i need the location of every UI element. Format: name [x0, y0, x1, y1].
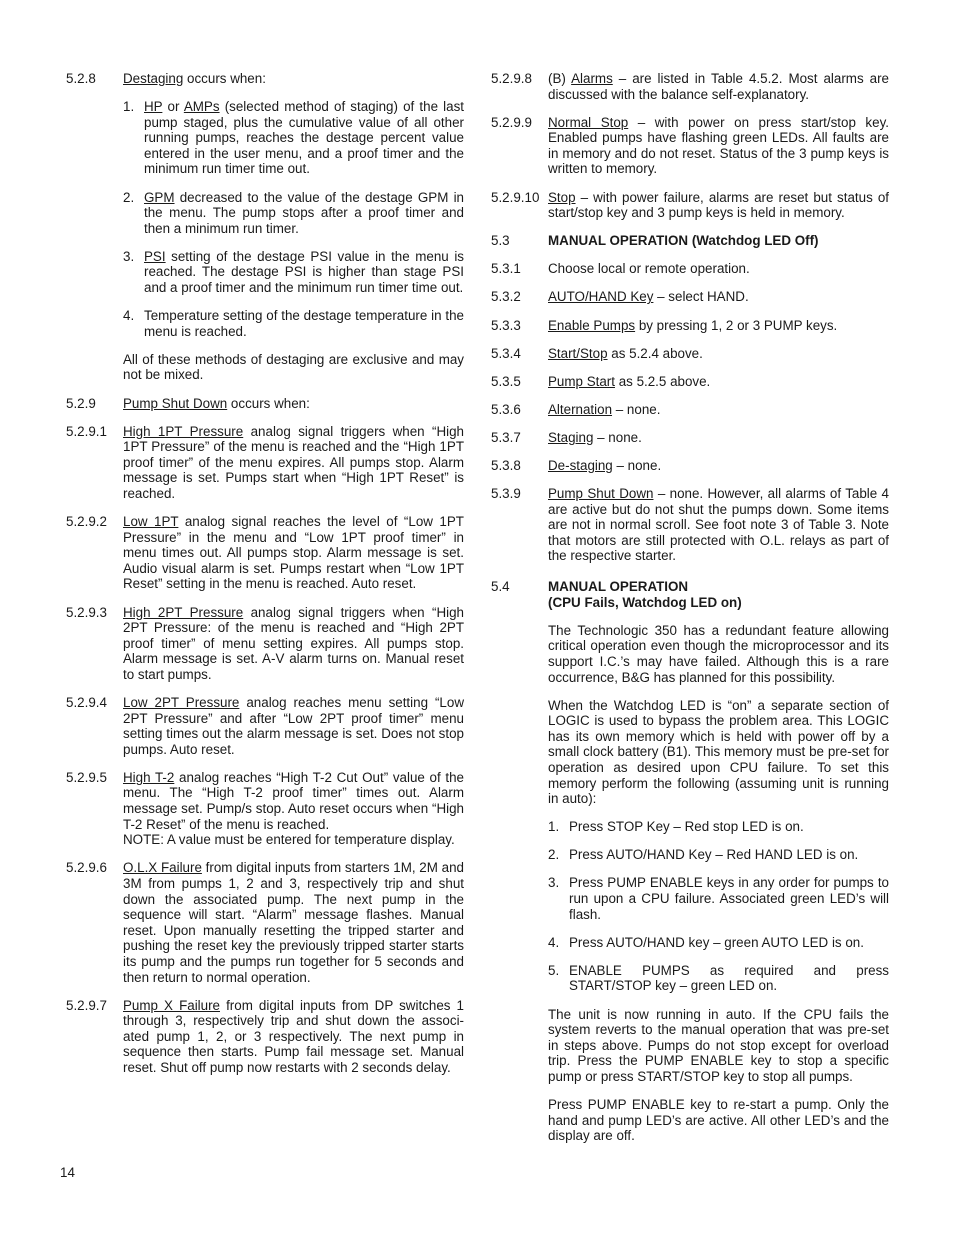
paragraph: The Technologic 350 has a redundant feature allowing critical operation even though the microprocessor and its support I.C.’s may have failed. Although this is a rare occurrence, B&G has planned for this possibility. — [548, 622, 889, 685]
section-5-2-9-9: 5.2.9.9 Normal Stop – with power on press start/stop key. Enabled pumps have flashing green LEDs. All faults are in memory and do not reset. Status of the 3 pump keys is written to memory. — [491, 114, 890, 177]
left-column — [66, 71, 464, 1088]
section-5-4-heading: 5.4 MANUAL OPERATION (CPU Fails, Watchdog LED on) — [491, 579, 889, 610]
list-item: 5. ENABLE PUMPS as required and press START/STOP key – green LED on. — [548, 962, 889, 994]
section-number: 5.2.8 — [66, 71, 96, 86]
section-5-3-3: 5.3.3 Enable Pumps by pressing 1, 2 or 3 PUMP keys. — [491, 317, 838, 333]
paragraph: All of these methods of destaging are exclusive and may not be mixed. — [123, 351, 464, 383]
list-item: 4. Press AUTO/HAND key – green AUTO LED is on. — [548, 934, 864, 950]
section-5-2-9-4: 5.2.9.4 Low 2PT Pressure analog reaches menu setting “Low 2PT Pressure” and after “Low 2PT proof timer” menu setting times out the alarm message is set. Does not stop pumps. Auto reset. — [66, 695, 464, 757]
section-5-3-2: 5.3.2 AUTO/HAND Key – select HAND. — [491, 289, 749, 305]
list-item: 1. HP or AMPs (selected method of staging) of the last pump staged, plus the cumulative value of all other running pumps, reaches the destage percent value entered in the user menu, and a proof timer and the minimum run timer time out. — [123, 99, 465, 177]
section-5-2-9-10: 5.2.9.10 Stop – with power failure, alarms are reset but status of start/stop key and 3 pump keys is held in memory. — [491, 189, 889, 221]
section-5-2-9-3: 5.2.9.3 High 2PT Pressure analog signal triggers when “High 2PT Pressure: of the menu is reached and “High 2PT proof timer” of menu setting expires. All pumps stop. Alarm message is set. A-V alarm turns on. Manual reset to start pumps. — [66, 604, 464, 682]
section-5-3-4: 5.3.4 Start/Stop as 5.2.4 above. — [491, 345, 703, 361]
list-item: 4. Temperature setting of the destage temperature in the menu is reached. — [123, 308, 464, 339]
section-5-3-5: 5.3.5 Pump Start as 5.2.5 above. — [491, 373, 711, 389]
section-5-2-9-5: 5.2.9.5 High T-2 analog reaches “High T-2 Cut Out” value of the menu. The “High T-2 proof timer” times out. Alarm message set. Pump/s stop. Auto reset occurs when “High T-2 Reset” of the menu is reached. NOTE: A value must be entered for temperature display. — [66, 769, 464, 848]
section-5-3-9: 5.3.9 Pump Shut Down – none. However, all alarms of Table 4 are active but do not shut the pumps down. Some items are not in normal scroll. See foot note 3 of Table 3. Note that motors are still protected with O.L. relays as part of the respective starter. — [491, 486, 890, 564]
note: NOTE: A value must be entered for temperature display. — [123, 832, 455, 848]
list-item: 1. Press STOP Key – Red stop LED is on. — [548, 819, 804, 835]
section-heading: MANUAL OPERATION (Watchdog LED Off) — [548, 233, 819, 249]
section-5-3-heading: 5.3 MANUAL OPERATION (Watchdog LED Off) — [491, 233, 889, 249]
list-item: 3. PSI setting of the destage PSI value in the menu is reached. The destage PSI is higher than stage PSI and a proof timer and the minimum run timer time out. — [123, 248, 464, 296]
section-heading: MANUAL OPERATION (CPU Fails, Watchdog LED on) — [548, 579, 742, 610]
paragraph: When the Watchdog LED is “on” a separate section of LOGIC is used to bypass the problem area. This LOGIC has its own memory which is held with power off by a small clock battery (B1). This memory must be pre-set for operation as desired upon CPU failure. To set this memory perform the following (assuming unit is running in auto): — [548, 697, 889, 807]
section-5-2-9-8: 5.2.9.8 (B) Alarms – are listed in Table 4.5.2. Most alarms are discussed with the balance self-explanatory. — [491, 71, 889, 102]
section-5-3-6: 5.3.6 Alternation – none. — [491, 401, 661, 417]
section-5-2-9-2: 5.2.9.2 Low 1PT analog signal reaches the level of “Low 1PT Pressure” in the menu and “Low 1PT proof timer” in menu times out. All pumps stop. Alarm message is set. Audio visual alarm is set. Pumps restart when “Low 1PT Reset” setting in the menu is reached. Auto reset. — [66, 514, 464, 592]
list-item: 2. GPM decreased to the value of the destage GPM in the menu. The pump stops after a proof timer and then a minimum run timer. — [123, 189, 464, 236]
section-5-2-9-1: 5.2.9.1 High 1PT Pressure analog signal triggers when “High 1PT Pressure” of the menu is reached and the “High 1PT proof timer” of the menu expires. All pumps stop. Alarm message is set. Pumps start when “High 1PT Reset” is reached. — [66, 423, 464, 501]
right-column — [491, 71, 889, 1156]
section-5-3-8: 5.3.8 De-staging – none. — [491, 458, 662, 473]
section-5-2-9-7: 5.2.9.7 Pump X Failure from digital inputs from DP switches 1 through 3, respectively trip and shut down the associ-ated pump 1, 2, or 3 respectively. The next pump in sequence then starts. Pump fail message set. Manual reset. Shut off pump now restarts with 2 seconds delay. — [66, 997, 464, 1075]
section-5-3-7: 5.3.7 Staging – none. — [491, 429, 642, 445]
section-5-3-1: 5.3.1 Choose local or remote operation. — [491, 261, 750, 277]
section-5-2-9: 5.2.9 Pump Shut Down occurs when: — [66, 395, 310, 411]
section-5-2-9-6: 5.2.9.6 O.L.X Failure from digital inputs from starters 1M, 2M and 3M from pumps 1, 2 and 3, respectively trip and shut down the associated pump. The next pump in the sequence will start. “Alarm” message flashes. Manual reset. Upon manually resetting the tripped starter and pushing the reset key the previously tripped starter starts its pump and the pumps run together for 5 seconds and then return to normal operation. — [66, 860, 464, 985]
list-item: 2. Press AUTO/HAND Key – Red HAND LED is on. — [548, 847, 859, 863]
list-item: 3. Press PUMP ENABLE keys in any order for pumps to run upon a CPU failure. Associated green LED’s will flash. — [548, 875, 889, 922]
paragraph: Press PUMP ENABLE key to re-start a pump. Only the hand and pump LED’s are active. All other LED’s and the display are off. — [548, 1097, 889, 1144]
page-number: 14 — [60, 1165, 75, 1180]
paragraph: The unit is now running in auto. If the CPU fails the system reverts to the manual operation that was pre-set in steps above. Pumps do not stop except for overload trip. Press the PUMP ENABLE key to stop a specific pump or press START/STOP key to stop all pumps. — [548, 1006, 889, 1084]
section-5-2-8: 5.2.8 Destaging occurs when: — [66, 71, 266, 86]
section-term: Destaging — [123, 71, 184, 86]
